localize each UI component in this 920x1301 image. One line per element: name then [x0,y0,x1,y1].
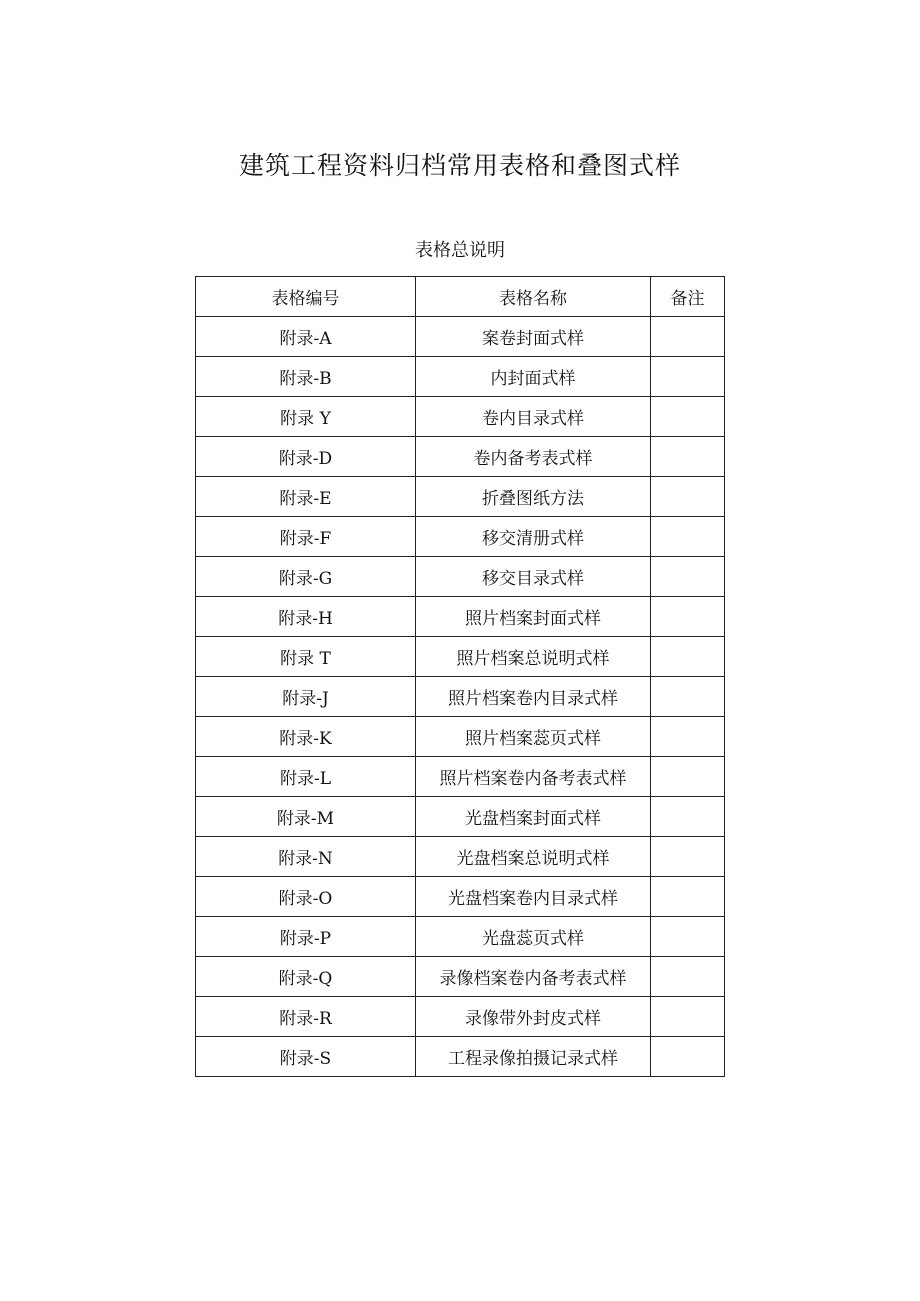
remarks-cell [651,837,725,877]
form-name-cell: 光盘蕊页式样 [416,917,651,957]
table-row [196,317,725,357]
form-name-cell: 移交目录式样 [416,557,651,597]
form-name-cell: 折叠图纸方法 [416,477,651,517]
table-header-row [196,277,725,317]
form-name-cell: 照片档案卷内备考表式样 [416,757,651,797]
table-row [196,917,725,957]
remarks-cell [651,357,725,397]
form-name-cell: 卷内目录式样 [416,397,651,437]
remarks-cell [651,957,725,997]
form-number-cell: 附录-A [196,317,416,357]
remarks-cell [651,517,725,557]
remarks-cell [651,877,725,917]
remarks-cell [651,397,725,437]
form-number-cell: 附录-B [196,357,416,397]
remarks-cell [651,717,725,757]
form-name-cell: 内封面式样 [416,357,651,397]
form-name-cell: 工程录像拍摄记录式样 [416,1037,651,1077]
header-remarks: 备注 [651,277,725,317]
table-row [196,1037,725,1077]
form-name-cell: 案卷封面式样 [416,317,651,357]
form-number-cell: 附录-F [196,517,416,557]
form-name-cell: 移交清册式样 [416,517,651,557]
table-row [196,637,725,677]
remarks-cell [651,477,725,517]
table-row [196,517,725,557]
form-number-cell: 附录-K [196,717,416,757]
table-caption: 表格总说明 [415,240,505,261]
table-body [196,317,725,1077]
table-row [196,397,725,437]
form-name-cell: 卷内备考表式样 [416,437,651,477]
remarks-cell [651,597,725,637]
remarks-cell [651,917,725,957]
remarks-cell [651,1037,725,1077]
form-name-cell: 光盘档案总说明式样 [416,837,651,877]
form-number-cell: 附录-E [196,477,416,517]
form-number-cell: 附录-L [196,757,416,797]
form-name-cell: 照片档案封面式样 [416,597,651,637]
form-name-cell: 光盘档案卷内目录式样 [416,877,651,917]
form-name-cell: 照片档案卷内目录式样 [416,677,651,717]
form-number-cell: 附录-J [196,677,416,717]
remarks-cell [651,797,725,837]
table-row [196,357,725,397]
form-name-cell: 照片档案蕊页式样 [416,717,651,757]
form-index-table [195,276,725,1077]
form-number-cell: 附录 Y [196,397,416,437]
form-name-cell: 录像档案卷内备考表式样 [416,957,651,997]
table-row [196,997,725,1037]
form-number-cell: 附录-Q [196,957,416,997]
remarks-cell [651,677,725,717]
table-row [196,757,725,797]
form-number-cell: 附录-G [196,557,416,597]
form-number-cell: 附录 T [196,637,416,677]
form-number-cell: 附录-H [196,597,416,637]
document-title: 建筑工程资料归档常用表格和叠图式样 [238,151,681,180]
remarks-cell [651,997,725,1037]
form-number-cell: 附录-S [196,1037,416,1077]
header-form-number: 表格编号 [196,277,416,317]
table-row [196,837,725,877]
form-name-cell: 照片档案总说明式样 [416,637,651,677]
form-name-cell: 录像带外封皮式样 [416,997,651,1037]
form-number-cell: 附录-D [196,437,416,477]
table-row [196,557,725,597]
table-row [196,437,725,477]
table-row [196,717,725,757]
table-row [196,677,725,717]
remarks-cell [651,637,725,677]
remarks-cell [651,317,725,357]
table-row [196,597,725,637]
table-row [196,797,725,837]
form-number-cell: 附录-P [196,917,416,957]
header-form-name: 表格名称 [416,277,651,317]
table-row [196,957,725,997]
form-number-cell: 附录-M [196,797,416,837]
remarks-cell [651,757,725,797]
form-number-cell: 附录-N [196,837,416,877]
form-number-cell: 附录-R [196,997,416,1037]
table-row [196,477,725,517]
table-row [196,877,725,917]
remarks-cell [651,437,725,477]
remarks-cell [651,557,725,597]
form-name-cell: 光盘档案封面式样 [416,797,651,837]
form-number-cell: 附录-O [196,877,416,917]
